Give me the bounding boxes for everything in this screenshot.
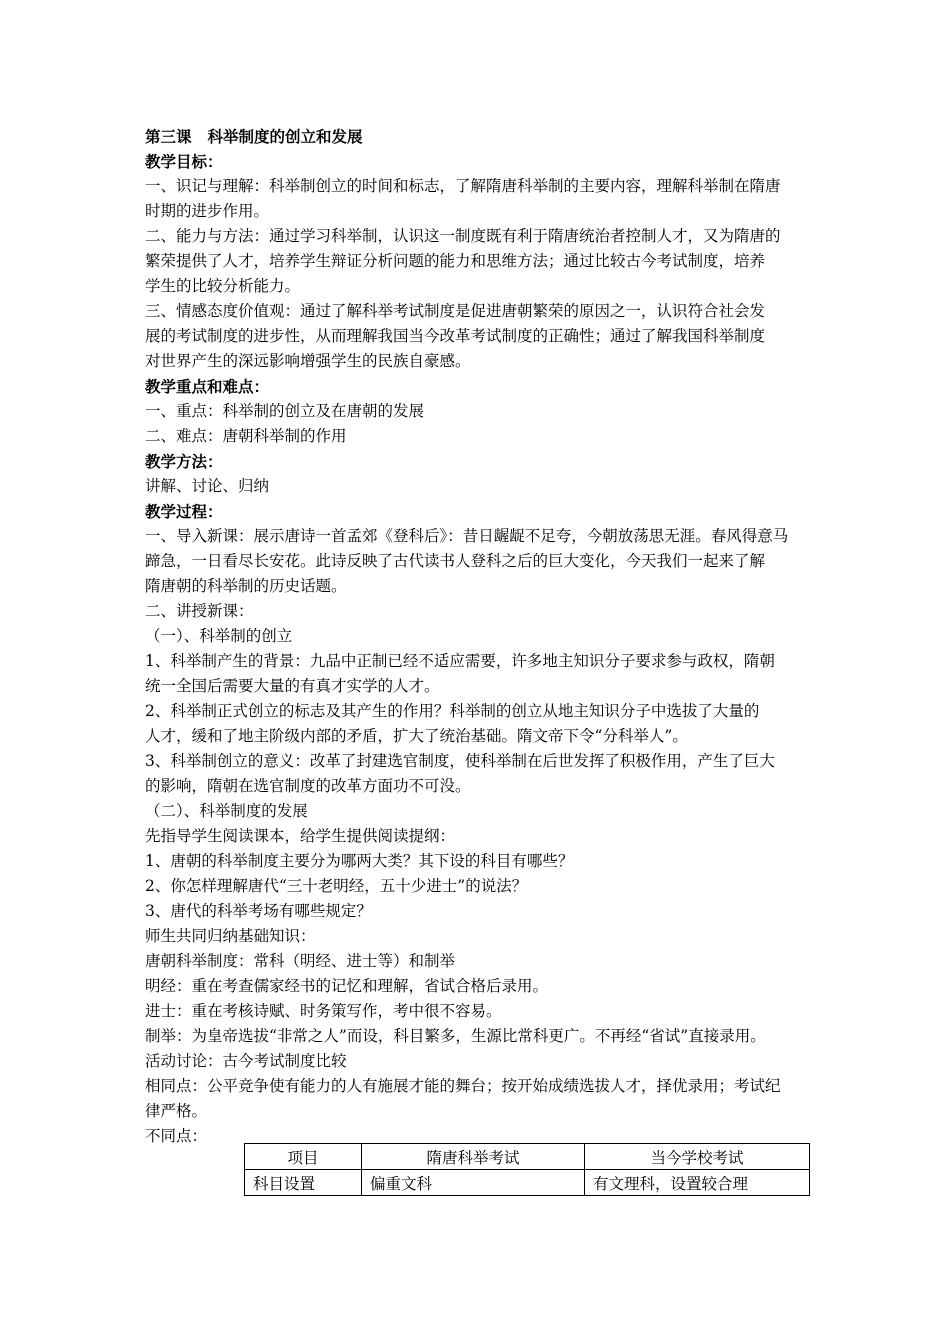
process-line: 进士：重在考核诗赋、时务策写作，考中很不容易。 (145, 1002, 502, 1020)
process-line: 二、讲授新课： (145, 602, 254, 620)
lesson-topic: 科举制度的创立和发展 (207, 127, 363, 146)
goals-line: 学生的比较分析能力。 (145, 277, 301, 295)
goals-line: 时期的进步作用。 (145, 202, 270, 220)
process-line: 3、唐代的科举考场有哪些规定？ (145, 902, 372, 920)
goals-line: 二、能力与方法：通过学习科举制，认识这一制度既有利于隋唐统治者控制人才，又为隋唐的 (145, 227, 781, 245)
process-line: 不同点： (145, 1127, 208, 1145)
process-line: 唐朝科举制度：常科（明经、进士等）和制举 (145, 952, 456, 970)
process-line: 人才，缓和了地主阶级内部的矛盾，扩大了统治基础。隋文帝下令“分科举人”。 (145, 727, 688, 745)
methods-line: 讲解、讨论、归纳 (145, 477, 270, 495)
table-header-cell: 当今学校考试 (585, 1144, 810, 1170)
process-line: 活动讨论：古今考试制度比较 (145, 1052, 347, 1070)
process-line: 1、科举制产生的背景：九品中正制已经不适应需要，许多地主知识分子要求参与政权，隋朝 (145, 652, 775, 670)
table-row (245, 1170, 810, 1196)
table-header-row (245, 1144, 810, 1170)
table-header-cell: 项目 (245, 1144, 362, 1170)
process-line: 先指导学生阅读课本，给学生提供阅读提纲： (145, 827, 456, 845)
table-cell: 偏重文科 (362, 1170, 585, 1196)
process-line: 1、唐朝的科举制度主要分为哪两大类？其下设的科目有哪些？ (145, 852, 574, 870)
process-line: 隋唐朝的科举制的历史话题。 (145, 577, 347, 595)
goals-section (145, 174, 817, 374)
document-page (145, 124, 817, 1149)
key-point-line: 二、难点：唐朝科举制的作用 (145, 427, 347, 445)
process-line: 相同点：公平竞争使有能力的人有施展才能的舞台；按开始成绩选拔人才，择优录用；考试纪 (145, 1077, 781, 1095)
process-line: （一）、科举制的创立 (145, 627, 293, 645)
process-heading: 教学过程： (145, 502, 223, 521)
key-point-line: 一、重点：科举制的创立及在唐朝的发展 (145, 402, 425, 420)
process-line: 明经：重在考查儒家经书的记忆和理解，省试合格后录用。 (145, 977, 549, 995)
table-cell: 科目设置 (245, 1170, 362, 1196)
goals-line: 繁荣提供了人才，培养学生辩证分析问题的能力和思维方法；通过比较古今考试制度，培养 (145, 252, 766, 270)
key-points-section (145, 399, 817, 449)
key-points-heading: 教学重点和难点： (145, 377, 270, 396)
goals-line: 三、情感态度价值观：通过了解科举考试制度是促进唐朝繁荣的原因之一，认识符合社会发 (145, 302, 766, 320)
goals-line: 对世界产生的深远影响增强学生的民族自豪感。 (145, 352, 471, 370)
lesson-number: 第三课 (145, 127, 192, 146)
process-line: （二）、科举制度的发展 (145, 802, 308, 820)
goals-heading: 教学目标： (145, 152, 223, 171)
process-line: 制举：为皇帝选拔“非常之人”而设，科目繁多，生源比常科更广。不再经“省试”直接录用。 (145, 1027, 766, 1045)
process-line: 律严格。 (145, 1102, 208, 1120)
process-line: 2、你怎样理解唐代“三十老明经，五十少进士”的说法？ (145, 877, 528, 895)
methods-heading: 教学方法： (145, 452, 223, 471)
process-line: 师生共同归纳基础知识： (145, 927, 316, 945)
table-cell: 有文理科，设置较合理 (585, 1170, 810, 1196)
process-line: 3、科举制创立的意义：改革了封建选官制度，使科举制在后世发挥了积极作用，产生了巨大 (145, 752, 775, 770)
process-line: 2、科举制正式创立的标志及其产生的作用？科举制的创立从地主知识分子中选拔了大量的 (145, 702, 760, 720)
goals-line: 展的考试制度的进步性，从而理解我国当今改革考试制度的正确性；通过了解我国科举制度 (145, 327, 766, 345)
process-line: 统一全国后需要大量的有真才实学的人才。 (145, 677, 440, 695)
lesson-title (145, 124, 817, 149)
process-section (145, 524, 817, 1149)
goals-line: 一、识记与理解：科举制创立的时间和标志，了解隋唐科举制的主要内容，理解科举制在隋唐 (145, 177, 781, 195)
process-line: 一、导入新课：展示唐诗一首孟郊《登科后》：昔日龌龊不足夸，今朝放荡思无涯。春风得意马 (145, 527, 789, 545)
process-line: 的影响，隋朝在选官制度的改革方面功不可没。 (145, 777, 471, 795)
comparison-table (244, 1143, 810, 1196)
process-line: 蹄急，一日看尽长安花。此诗反映了古代读书人登科之后的巨大变化，今天我们一起来了解 (145, 552, 766, 570)
table-header-cell: 隋唐科举考试 (362, 1144, 585, 1170)
